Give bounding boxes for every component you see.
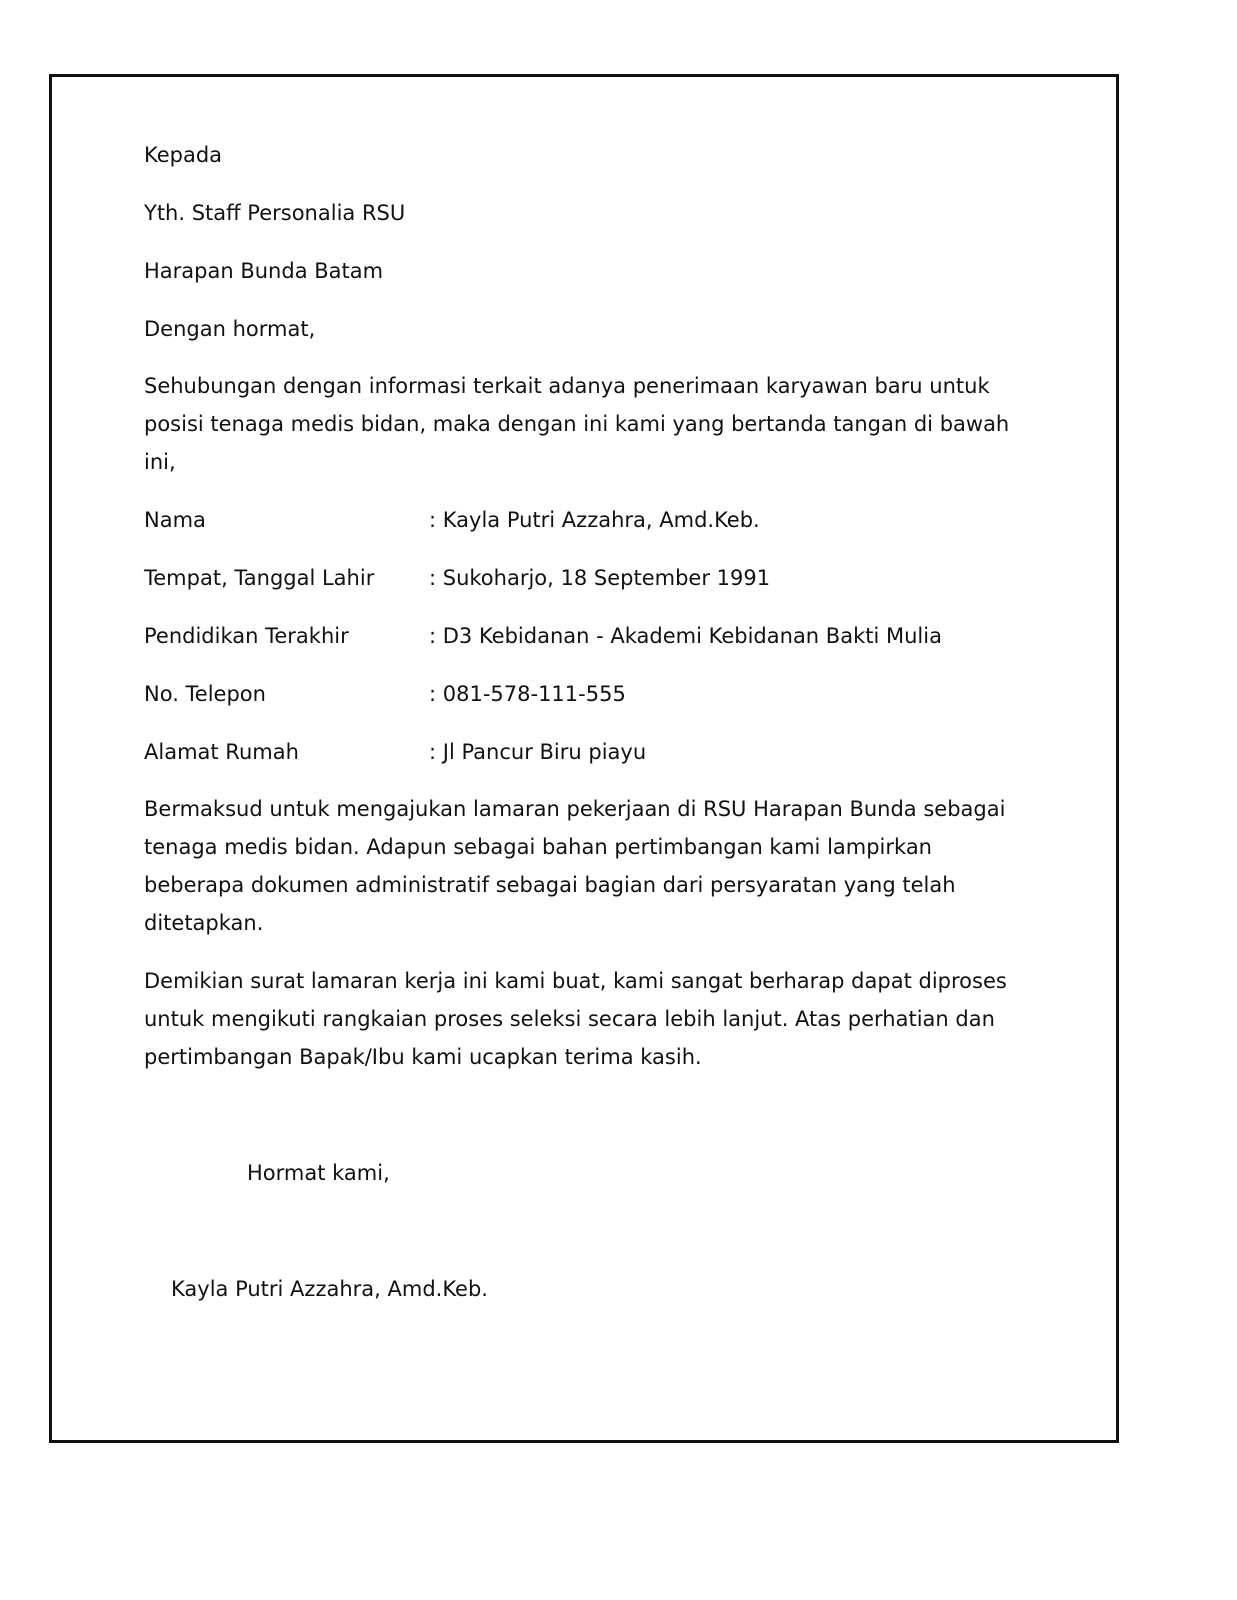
intro-line: Sehubungan dengan informasi terkait adanya penerimaan karyawan baru untuk: [144, 374, 990, 398]
detail-row-telepon: [144, 675, 626, 713]
body-line: Bermaksud untuk mengajukan lamaran pekerjaan di RSU Harapan Bunda sebagai: [144, 797, 1006, 821]
body-line: ditetapkan.: [144, 911, 264, 935]
detail-value: : D3 Kebidanan - Akademi Kebidanan Bakti Mulia: [429, 624, 942, 648]
closing-paragraph: [144, 962, 1054, 1076]
detail-label: No. Telepon: [144, 682, 266, 706]
greeting: Dengan hormat,: [144, 317, 316, 341]
detail-label: Nama: [144, 508, 206, 532]
detail-value: : Kayla Putri Azzahra, Amd.Keb.: [429, 508, 760, 532]
intro-line: posisi tenaga medis bidan, maka dengan ini kami yang bertanda tangan di bawah: [144, 412, 1010, 436]
detail-label: Pendidikan Terakhir: [144, 624, 349, 648]
signoff: Hormat kami,: [247, 1161, 390, 1185]
body-line: beberapa dokumen administratif sebagai bagian dari persyaratan yang telah: [144, 873, 956, 897]
intro-line: ini,: [144, 450, 176, 474]
closing-line: pertimbangan Bapak/Ibu kami ucapkan terima kasih.: [144, 1045, 702, 1069]
detail-row-alamat: [144, 733, 646, 771]
detail-value: : Sukoharjo, 18 September 1991: [429, 566, 771, 590]
recipient-line-3: Harapan Bunda Batam: [144, 259, 384, 283]
detail-row-pendidikan: [144, 617, 942, 655]
detail-row-nama: [144, 501, 760, 539]
detail-value: : Jl Pancur Biru piayu: [429, 740, 647, 764]
detail-value: : 081-578-111-555: [429, 682, 626, 706]
detail-label: Alamat Rumah: [144, 740, 299, 764]
body-paragraph: [144, 790, 1054, 942]
detail-row-ttl: [144, 559, 770, 597]
signature-name: Kayla Putri Azzahra, Amd.Keb.: [171, 1277, 488, 1301]
recipient-line-2: Yth. Staff Personalia RSU: [144, 201, 406, 225]
closing-line: Demikian surat lamaran kerja ini kami buat, kami sangat berharap dapat diproses: [144, 969, 1007, 993]
detail-label: Tempat, Tanggal Lahir: [144, 566, 375, 590]
recipient-line-1: Kepada: [144, 143, 223, 167]
closing-line: untuk mengikuti rangkaian proses seleksi secara lebih lanjut. Atas perhatian dan: [144, 1007, 995, 1031]
body-line: tenaga medis bidan. Adapun sebagai bahan pertimbangan kami lampirkan: [144, 835, 932, 859]
intro-paragraph: [144, 367, 1054, 481]
